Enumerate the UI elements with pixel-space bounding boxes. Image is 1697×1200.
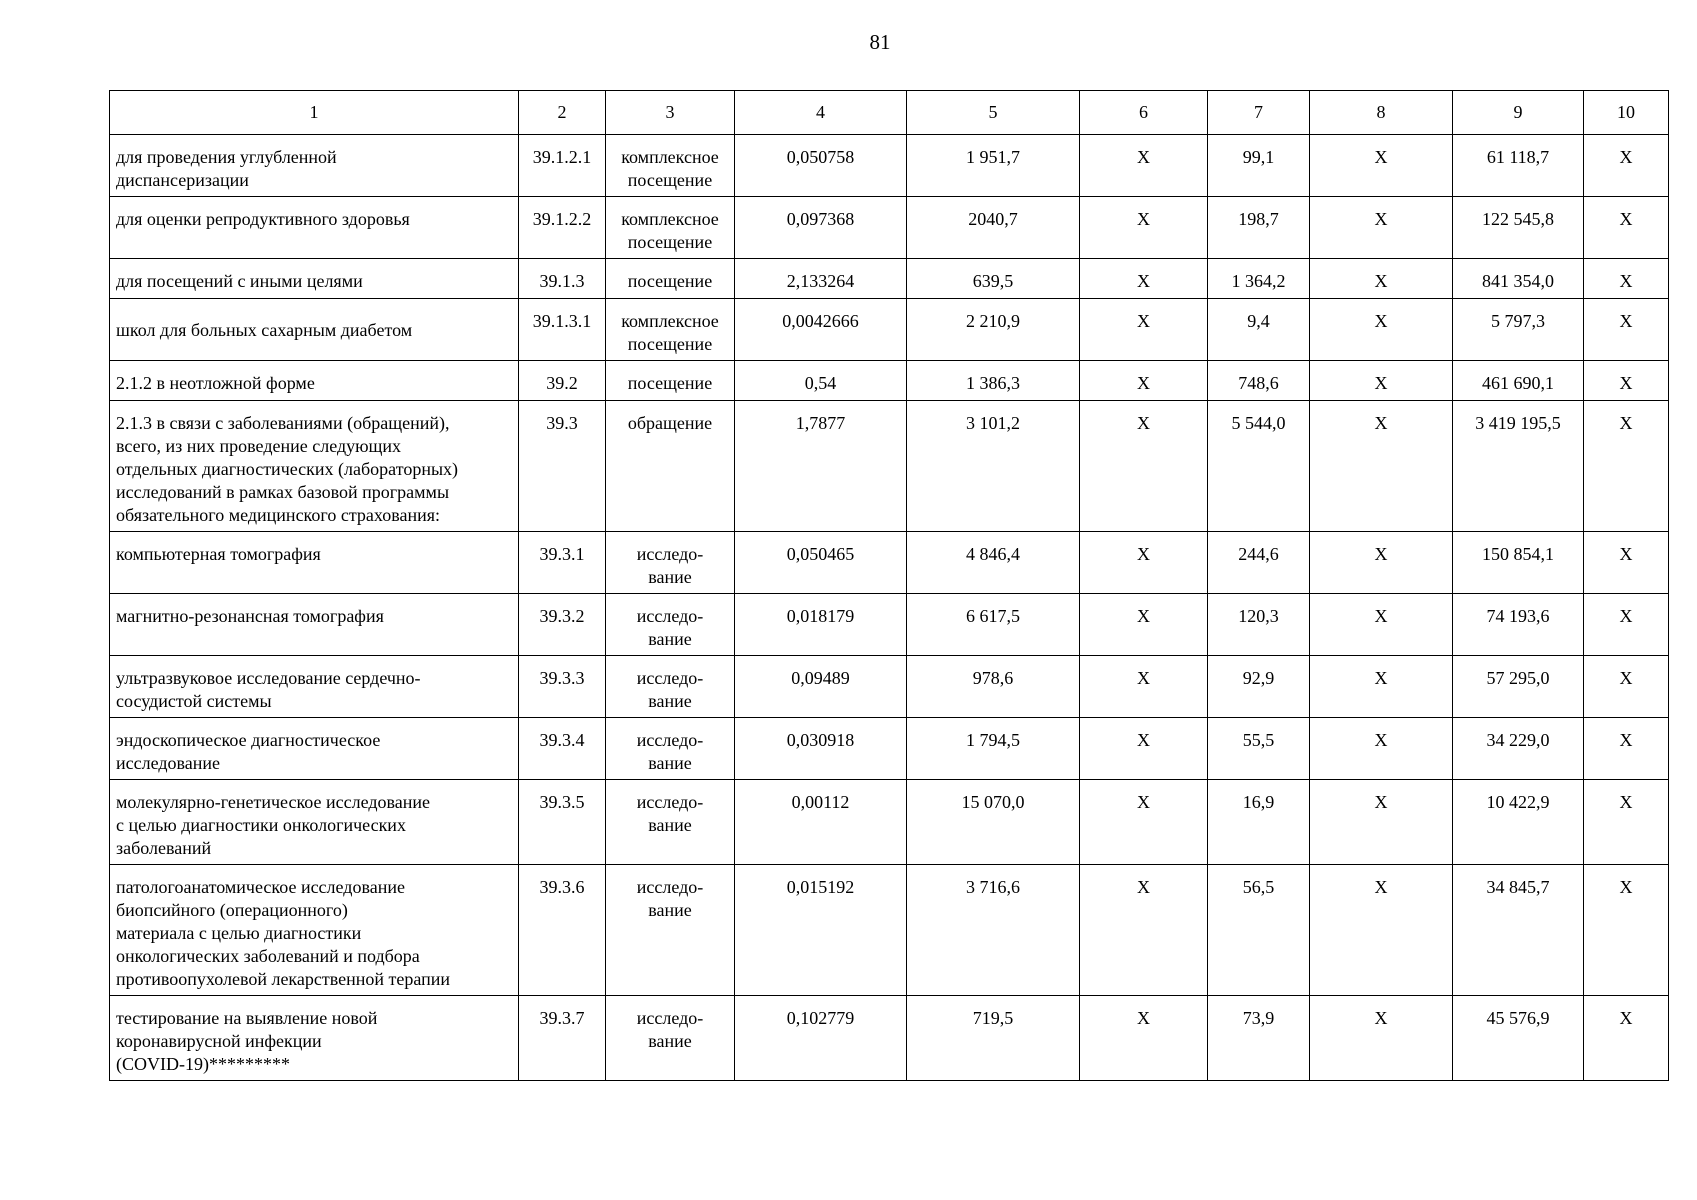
- row-col-5: [907, 532, 1080, 594]
- cell-text: X: [1374, 606, 1388, 626]
- column-header: 4: [735, 91, 907, 135]
- table-row: [110, 996, 1669, 1081]
- row-col-10: [1584, 299, 1669, 361]
- row-col-4: [735, 197, 907, 259]
- row-col-8: [1310, 135, 1453, 197]
- row-code: [519, 401, 606, 532]
- cell-text: 0,102779: [786, 1008, 855, 1028]
- cell-text: исследо- вание: [636, 606, 704, 649]
- row-col-4: [735, 361, 907, 401]
- row-col-9: [1453, 135, 1584, 197]
- table-row: [110, 197, 1669, 259]
- cell-text: 3 101,2: [966, 413, 1020, 433]
- cell-text: X: [1374, 147, 1388, 167]
- row-col-6: [1080, 996, 1208, 1081]
- cell-text: 2,133264: [786, 271, 855, 291]
- cell-text: обращение: [627, 413, 713, 433]
- cell-text: X: [1137, 1008, 1150, 1028]
- cell-text: X: [1619, 730, 1633, 750]
- cell-text: 74 193,6: [1486, 606, 1550, 626]
- cell-text: 39.1.2.1: [532, 147, 592, 167]
- row-name: [110, 259, 519, 299]
- cell-text: 461 690,1: [1482, 373, 1554, 393]
- cell-text: исследо- вание: [636, 544, 704, 587]
- row-col-8: [1310, 594, 1453, 656]
- row-name: [110, 299, 519, 361]
- cell-text: 0,097368: [786, 209, 855, 229]
- row-col-10: [1584, 996, 1669, 1081]
- table-row: [110, 718, 1669, 780]
- table-row: [110, 594, 1669, 656]
- row-unit: [606, 594, 735, 656]
- row-code: [519, 135, 606, 197]
- cell-text: посещение: [627, 271, 713, 291]
- row-col-4: [735, 996, 907, 1081]
- cell-text: 3 716,6: [966, 877, 1020, 897]
- cell-text: 55,5: [1242, 730, 1275, 750]
- cell-text: для посещений с иными целями: [116, 271, 363, 291]
- cell-text: 39.3.1: [539, 544, 585, 564]
- row-col-10: [1584, 865, 1669, 996]
- row-code: [519, 996, 606, 1081]
- cell-text: посещение: [627, 373, 713, 393]
- row-col-7: [1208, 299, 1310, 361]
- cell-text: 841 354,0: [1482, 271, 1554, 291]
- row-col-5: [907, 718, 1080, 780]
- row-name: [110, 361, 519, 401]
- cell-text: для проведения углубленной диспансеризации: [116, 147, 337, 190]
- row-col-9: [1453, 996, 1584, 1081]
- row-unit: [606, 532, 735, 594]
- cell-text: 1,7877: [795, 413, 846, 433]
- cell-text: X: [1137, 147, 1150, 167]
- cell-text: комплексное посещение: [621, 147, 719, 190]
- row-col-10: [1584, 135, 1669, 197]
- row-col-7: [1208, 594, 1310, 656]
- cell-text: 244,6: [1238, 544, 1279, 564]
- row-col-4: [735, 594, 907, 656]
- row-code: [519, 532, 606, 594]
- row-col-8: [1310, 401, 1453, 532]
- row-col-10: [1584, 197, 1669, 259]
- row-col-9: [1453, 780, 1584, 865]
- row-col-6: [1080, 259, 1208, 299]
- row-col-9: [1453, 532, 1584, 594]
- row-name: [110, 532, 519, 594]
- cell-text: 9,4: [1247, 311, 1270, 331]
- row-col-7: [1208, 718, 1310, 780]
- cell-text: 5 797,3: [1491, 311, 1545, 331]
- cell-text: 1 794,5: [966, 730, 1020, 750]
- cell-text: X: [1137, 373, 1150, 393]
- row-col-7: [1208, 656, 1310, 718]
- row-col-4: [735, 259, 907, 299]
- row-unit: [606, 361, 735, 401]
- row-col-7: [1208, 996, 1310, 1081]
- row-col-9: [1453, 865, 1584, 996]
- cell-text: 0,00112: [791, 792, 850, 812]
- cell-text: 39.3.2: [539, 606, 585, 626]
- cell-text: комплексное посещение: [621, 209, 719, 252]
- cell-text: 39.2: [546, 373, 578, 393]
- cell-text: X: [1374, 373, 1388, 393]
- cell-text: тестирование на выявление новой коронавирусной инфекции (COVID-19)*********: [116, 1008, 378, 1074]
- row-col-7: [1208, 197, 1310, 259]
- column-header: 7: [1208, 91, 1310, 135]
- cell-text: 39.1.2.2: [532, 209, 592, 229]
- row-col-4: [735, 656, 907, 718]
- cell-text: X: [1137, 311, 1150, 331]
- cell-text: 0,050465: [786, 544, 855, 564]
- cell-text: X: [1619, 668, 1633, 688]
- row-col-6: [1080, 656, 1208, 718]
- row-col-4: [735, 865, 907, 996]
- cell-text: X: [1374, 413, 1388, 433]
- cell-text: 1 951,7: [966, 147, 1020, 167]
- column-header: 1: [110, 91, 519, 135]
- cell-text: X: [1137, 413, 1150, 433]
- cell-text: 2.1.2 в неотложной форме: [116, 373, 315, 393]
- cell-text: 0,015192: [786, 877, 855, 897]
- cell-text: X: [1374, 877, 1388, 897]
- row-col-7: [1208, 259, 1310, 299]
- cell-text: 639,5: [972, 271, 1014, 291]
- cell-text: X: [1137, 730, 1150, 750]
- row-col-5: [907, 996, 1080, 1081]
- row-unit: [606, 135, 735, 197]
- row-col-7: [1208, 532, 1310, 594]
- cell-text: исследо- вание: [636, 1008, 704, 1051]
- cell-text: 0,0042666: [782, 311, 859, 331]
- row-col-8: [1310, 299, 1453, 361]
- row-unit: [606, 259, 735, 299]
- row-code: [519, 594, 606, 656]
- cell-text: 39.3.3: [539, 668, 585, 688]
- cell-text: патологоанатомическое исследование биопсийного (операционного) материала с целью диагностики онкологических заболеваний и подбора противоопухолевой лекарственной терапии: [116, 877, 451, 989]
- row-col-9: [1453, 401, 1584, 532]
- cell-text: 122 545,8: [1482, 209, 1554, 229]
- cell-text: 92,9: [1242, 668, 1275, 688]
- cell-text: X: [1619, 1008, 1633, 1028]
- cell-text: 978,6: [972, 668, 1014, 688]
- table-row: [110, 532, 1669, 594]
- cell-text: 10 422,9: [1486, 792, 1550, 812]
- page-number: 81: [869, 30, 891, 54]
- row-col-10: [1584, 594, 1669, 656]
- cell-text: 0,018179: [786, 606, 855, 626]
- row-code: [519, 299, 606, 361]
- cell-text: X: [1619, 792, 1633, 812]
- column-header: 5: [907, 91, 1080, 135]
- cell-text: компьютерная томография: [116, 544, 321, 564]
- cell-text: X: [1374, 209, 1388, 229]
- row-col-4: [735, 135, 907, 197]
- column-header: 6: [1080, 91, 1208, 135]
- row-col-8: [1310, 259, 1453, 299]
- column-header: 9: [1453, 91, 1584, 135]
- cell-text: X: [1619, 413, 1633, 433]
- cell-text: 15 070,0: [961, 792, 1025, 812]
- table-row: [110, 135, 1669, 197]
- cell-text: X: [1619, 606, 1633, 626]
- cell-text: 2.1.3 в связи с заболеваниями (обращений), всего, из них проведение следующих отдельных диагностических (лабораторных) исследований в рамках базовой программы обязательного медицинского страхования:: [116, 413, 459, 525]
- cell-text: 198,7: [1238, 209, 1279, 229]
- row-col-8: [1310, 780, 1453, 865]
- row-col-10: [1584, 718, 1669, 780]
- cell-text: X: [1137, 271, 1150, 291]
- row-col-9: [1453, 718, 1584, 780]
- cell-text: 61 118,7: [1486, 147, 1550, 167]
- column-header: 10: [1584, 91, 1669, 135]
- cell-text: 719,5: [972, 1008, 1014, 1028]
- row-col-6: [1080, 401, 1208, 532]
- cell-text: X: [1137, 606, 1150, 626]
- cell-text: 3 419 195,5: [1475, 413, 1561, 433]
- cell-text: 39.1.3.1: [532, 311, 592, 331]
- row-unit: [606, 996, 735, 1081]
- row-col-10: [1584, 780, 1669, 865]
- cell-text: 39.1.3: [539, 271, 585, 291]
- row-unit: [606, 718, 735, 780]
- row-unit: [606, 197, 735, 259]
- row-col-9: [1453, 259, 1584, 299]
- row-name: [110, 197, 519, 259]
- row-col-6: [1080, 865, 1208, 996]
- cell-text: X: [1137, 544, 1150, 564]
- cell-text: X: [1619, 373, 1633, 393]
- cell-text: 34 845,7: [1486, 877, 1550, 897]
- cell-text: исследо- вание: [636, 877, 704, 920]
- row-code: [519, 780, 606, 865]
- cell-text: 0,09489: [791, 668, 850, 688]
- column-header: 3: [606, 91, 735, 135]
- column-header: 8: [1310, 91, 1453, 135]
- row-col-10: [1584, 259, 1669, 299]
- cell-text: X: [1619, 544, 1633, 564]
- row-col-6: [1080, 197, 1208, 259]
- row-col-9: [1453, 594, 1584, 656]
- row-unit: [606, 865, 735, 996]
- row-col-6: [1080, 594, 1208, 656]
- row-code: [519, 361, 606, 401]
- cell-text: 150 854,1: [1482, 544, 1554, 564]
- row-col-5: [907, 299, 1080, 361]
- table-row: [110, 401, 1669, 532]
- row-code: [519, 718, 606, 780]
- cell-text: магнитно-резонансная томография: [116, 606, 384, 626]
- cell-text: X: [1374, 544, 1388, 564]
- row-col-4: [735, 532, 907, 594]
- cell-text: 6 617,5: [966, 606, 1020, 626]
- cell-text: 39.3.6: [539, 877, 585, 897]
- row-col-10: [1584, 532, 1669, 594]
- cell-text: школ для больных сахарным диабетом: [116, 320, 413, 340]
- row-unit: [606, 780, 735, 865]
- cell-text: 2 210,9: [966, 311, 1020, 331]
- cell-text: 99,1: [1242, 147, 1275, 167]
- cell-text: X: [1374, 311, 1388, 331]
- cell-text: X: [1619, 271, 1633, 291]
- data-table: [109, 90, 1669, 1081]
- row-col-7: [1208, 401, 1310, 532]
- row-unit: [606, 401, 735, 532]
- cell-text: 2040,7: [968, 209, 1018, 229]
- table-body: [110, 135, 1669, 1081]
- row-code: [519, 865, 606, 996]
- cell-text: X: [1137, 668, 1150, 688]
- row-name: [110, 780, 519, 865]
- cell-text: 748,6: [1238, 373, 1279, 393]
- row-col-5: [907, 865, 1080, 996]
- row-unit: [606, 299, 735, 361]
- cell-text: для оценки репродуктивного здоровья: [116, 209, 410, 229]
- row-col-8: [1310, 865, 1453, 996]
- row-col-5: [907, 401, 1080, 532]
- cell-text: эндоскопическое диагностическое исследование: [116, 730, 381, 773]
- row-col-8: [1310, 656, 1453, 718]
- row-col-10: [1584, 401, 1669, 532]
- cell-text: 4 846,4: [966, 544, 1020, 564]
- cell-text: X: [1137, 792, 1150, 812]
- cell-text: X: [1137, 209, 1150, 229]
- row-col-8: [1310, 996, 1453, 1081]
- row-col-4: [735, 299, 907, 361]
- cell-text: X: [1374, 1008, 1388, 1028]
- cell-text: 16,9: [1242, 792, 1275, 812]
- row-col-6: [1080, 135, 1208, 197]
- row-col-7: [1208, 865, 1310, 996]
- row-code: [519, 656, 606, 718]
- row-name: [110, 865, 519, 996]
- row-col-5: [907, 780, 1080, 865]
- table-row: [110, 259, 1669, 299]
- cell-text: молекулярно-генетическое исследование с целью диагностики онкологических заболеваний: [116, 792, 430, 858]
- cell-text: 73,9: [1242, 1008, 1275, 1028]
- cell-text: исследо- вание: [636, 668, 704, 711]
- row-col-8: [1310, 197, 1453, 259]
- cell-text: X: [1619, 877, 1633, 897]
- cell-text: X: [1374, 792, 1388, 812]
- table-row: [110, 361, 1669, 401]
- cell-text: 39.3: [546, 413, 578, 433]
- row-col-5: [907, 594, 1080, 656]
- cell-text: комплексное посещение: [621, 311, 719, 354]
- cell-text: 0,050758: [786, 147, 855, 167]
- cell-text: X: [1374, 730, 1388, 750]
- cell-text: 0,030918: [786, 730, 855, 750]
- cell-text: 34 229,0: [1486, 730, 1550, 750]
- row-col-9: [1453, 656, 1584, 718]
- table-row: [110, 299, 1669, 361]
- cell-text: X: [1619, 147, 1633, 167]
- row-col-9: [1453, 361, 1584, 401]
- cell-text: 1 386,3: [966, 373, 1020, 393]
- row-col-6: [1080, 299, 1208, 361]
- cell-text: 1 364,2: [1231, 271, 1286, 291]
- cell-text: исследо- вание: [636, 792, 704, 835]
- row-col-6: [1080, 780, 1208, 865]
- row-col-5: [907, 361, 1080, 401]
- cell-text: исследо- вание: [636, 730, 704, 773]
- table-row: [110, 656, 1669, 718]
- row-col-6: [1080, 532, 1208, 594]
- row-col-7: [1208, 135, 1310, 197]
- cell-text: 5 544,0: [1231, 413, 1286, 433]
- cell-text: X: [1137, 877, 1150, 897]
- cell-text: X: [1374, 668, 1388, 688]
- cell-text: 56,5: [1242, 877, 1275, 897]
- row-name: [110, 594, 519, 656]
- cell-text: 45 576,9: [1486, 1008, 1550, 1028]
- row-col-6: [1080, 361, 1208, 401]
- row-col-5: [907, 259, 1080, 299]
- row-col-5: [907, 197, 1080, 259]
- row-col-9: [1453, 299, 1584, 361]
- row-col-7: [1208, 780, 1310, 865]
- row-col-8: [1310, 718, 1453, 780]
- row-col-6: [1080, 718, 1208, 780]
- row-name: [110, 135, 519, 197]
- cell-text: ультразвуковое исследование сердечно- сосудистой системы: [116, 668, 421, 711]
- row-col-7: [1208, 361, 1310, 401]
- row-code: [519, 197, 606, 259]
- row-col-8: [1310, 361, 1453, 401]
- row-name: [110, 656, 519, 718]
- row-name: [110, 718, 519, 780]
- cell-text: 39.3.7: [539, 1008, 585, 1028]
- row-col-5: [907, 656, 1080, 718]
- cell-text: 120,3: [1238, 606, 1279, 626]
- cell-text: 39.3.5: [539, 792, 585, 812]
- row-col-9: [1453, 197, 1584, 259]
- cell-text: 0,54: [804, 373, 837, 393]
- cell-text: 57 295,0: [1486, 668, 1550, 688]
- cell-text: X: [1619, 209, 1633, 229]
- row-name: [110, 401, 519, 532]
- row-col-10: [1584, 361, 1669, 401]
- row-col-8: [1310, 532, 1453, 594]
- row-col-10: [1584, 656, 1669, 718]
- row-col-4: [735, 718, 907, 780]
- row-col-4: [735, 780, 907, 865]
- column-header: 2: [519, 91, 606, 135]
- row-code: [519, 259, 606, 299]
- header-row: [110, 91, 1669, 135]
- cell-text: 39.3.4: [539, 730, 585, 750]
- table-row: [110, 865, 1669, 996]
- row-col-5: [907, 135, 1080, 197]
- table-row: [110, 780, 1669, 865]
- row-name: [110, 996, 519, 1081]
- cell-text: X: [1374, 271, 1388, 291]
- cell-text: X: [1619, 311, 1633, 331]
- row-unit: [606, 656, 735, 718]
- row-col-4: [735, 401, 907, 532]
